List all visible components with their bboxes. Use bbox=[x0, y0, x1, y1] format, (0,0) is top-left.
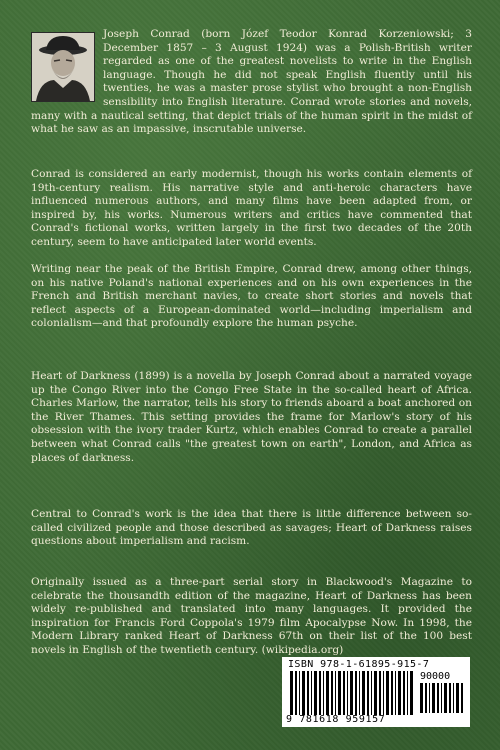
price-code: 90000 bbox=[420, 671, 451, 682]
barcode-bar bbox=[355, 671, 357, 715]
paragraph-6: Originally issued as a three-part serial story in Blackwood's Magazine to celebrate the thousandth edition of the magazine, Heart of Darkness has been widely re-published and translated into many languages. It provided the inspiration for Francis Ford Coppola's 1979 film Apocalypse Now. In 1998, the Modern Library ranked Heart of Darkness 67th on their list of the 100 best novels in English of the twentieth century. (wikipedia.org) bbox=[31, 576, 472, 656]
paragraph-1-text: Joseph Conrad (born Józef Teodor Konrad Korzeniowski; 3 December 1857 – 3 August 1924) was a Polish-British writer regarded as one of the greatest novelists to write in the English language. Though he did not speak English fluently until his twenties, he was a master prose stylist who brought a non-English sensibility into English literature. Conrad wrote stories and novels, many with a nautical setting, that depict trials of the human spirit in the midst of what he saw as an impassive, inscrutable universe. bbox=[31, 28, 472, 136]
barcode-bar bbox=[386, 671, 389, 715]
barcode-bar bbox=[429, 683, 430, 713]
barcode-bar bbox=[395, 671, 396, 715]
barcode-bar bbox=[456, 683, 459, 713]
barcode-bar bbox=[398, 671, 401, 715]
paragraph-3: Writing near the peak of the British Empire, Conrad drew, among other things, on his native Poland's national experiences and on his own experiences in the French and British merchant navies, to create short stories and novels that reflect aspects of a European-dominated world—including imperialism and colonialism—and that profoundly explore the human psyche. bbox=[31, 263, 472, 330]
ean-barcode-bars bbox=[290, 671, 414, 715]
barcode-bar bbox=[323, 671, 324, 715]
barcode-bar bbox=[425, 683, 427, 713]
paragraph-2: Conrad is considered an early modernist, though his works contain elements of 19th-century realism. His narrative style and anti-heroic characters have influenced numerous authors, and many films have been adapted from, or inspired by, his works. Numerous writers and critics have commented that Conrad's fictional works, written largely in the first two decades of the 20th century, seem to have anticipated later world events. bbox=[31, 168, 472, 248]
barcode-bar bbox=[295, 671, 297, 715]
barcode-bar bbox=[362, 671, 365, 715]
barcode-bar bbox=[453, 683, 454, 713]
barcode-bar bbox=[407, 671, 408, 715]
paragraph-4: Heart of Darkness (1899) is a novella by Joseph Conrad about a narrated voyage up the Congo River into the Congo Free State in the so-called heart of Africa. Charles Marlow, the narrator, tells his story to friends aboard a boat anchored on the River Thames. This setting provides the frame for Marlow's story of his obsession with the ivory trader Kurtz, which enables Conrad to create a parallel between what Conrad calls "the greatest town on earth", London, and Africa as places of darkness. bbox=[31, 370, 472, 464]
barcode-bar bbox=[383, 671, 384, 715]
barcode-bar bbox=[314, 671, 317, 715]
barcode-bar bbox=[374, 671, 377, 715]
barcode-bar bbox=[403, 671, 405, 715]
barcode-bar bbox=[379, 671, 381, 715]
barcode-bar bbox=[359, 671, 360, 715]
barcode-bar bbox=[350, 671, 353, 715]
barcode-bar bbox=[437, 683, 439, 713]
author-portrait bbox=[31, 32, 95, 102]
barcode-bar bbox=[338, 671, 341, 715]
barcode-bar bbox=[326, 671, 329, 715]
barcode-bar bbox=[335, 671, 336, 715]
barcode-bar bbox=[367, 671, 369, 715]
barcode-bar bbox=[347, 671, 348, 715]
barcode-bar bbox=[311, 671, 312, 715]
barcode-bar bbox=[290, 671, 293, 715]
barcode-bar bbox=[331, 671, 333, 715]
barcode-digits: 9 781618 959157 bbox=[286, 714, 386, 725]
barcode-bar bbox=[299, 671, 300, 715]
barcode-bar bbox=[302, 671, 305, 715]
isbn-barcode bbox=[282, 657, 470, 727]
paragraph-5: Central to Conrad's work is the idea that there is little difference between so-called civilized people and those described as savages; Heart of Darkness raises questions about imperialism and racism. bbox=[31, 508, 472, 548]
isbn-label: ISBN 978-1-61895-915-7 bbox=[288, 659, 430, 670]
barcode-bar bbox=[444, 683, 447, 713]
barcode-bar bbox=[371, 671, 372, 715]
barcode-bar bbox=[449, 683, 451, 713]
barcode-bar bbox=[461, 683, 463, 713]
barcode-bar bbox=[307, 671, 309, 715]
barcode-bar bbox=[420, 683, 423, 713]
barcode-bar bbox=[391, 671, 393, 715]
barcode-bar bbox=[410, 671, 413, 715]
barcode-bar bbox=[343, 671, 345, 715]
barcode-bar bbox=[432, 683, 435, 713]
paragraph-1 bbox=[31, 28, 472, 137]
barcode-bar bbox=[441, 683, 442, 713]
barcode-bar bbox=[319, 671, 321, 715]
addon-barcode-bars bbox=[420, 683, 464, 713]
